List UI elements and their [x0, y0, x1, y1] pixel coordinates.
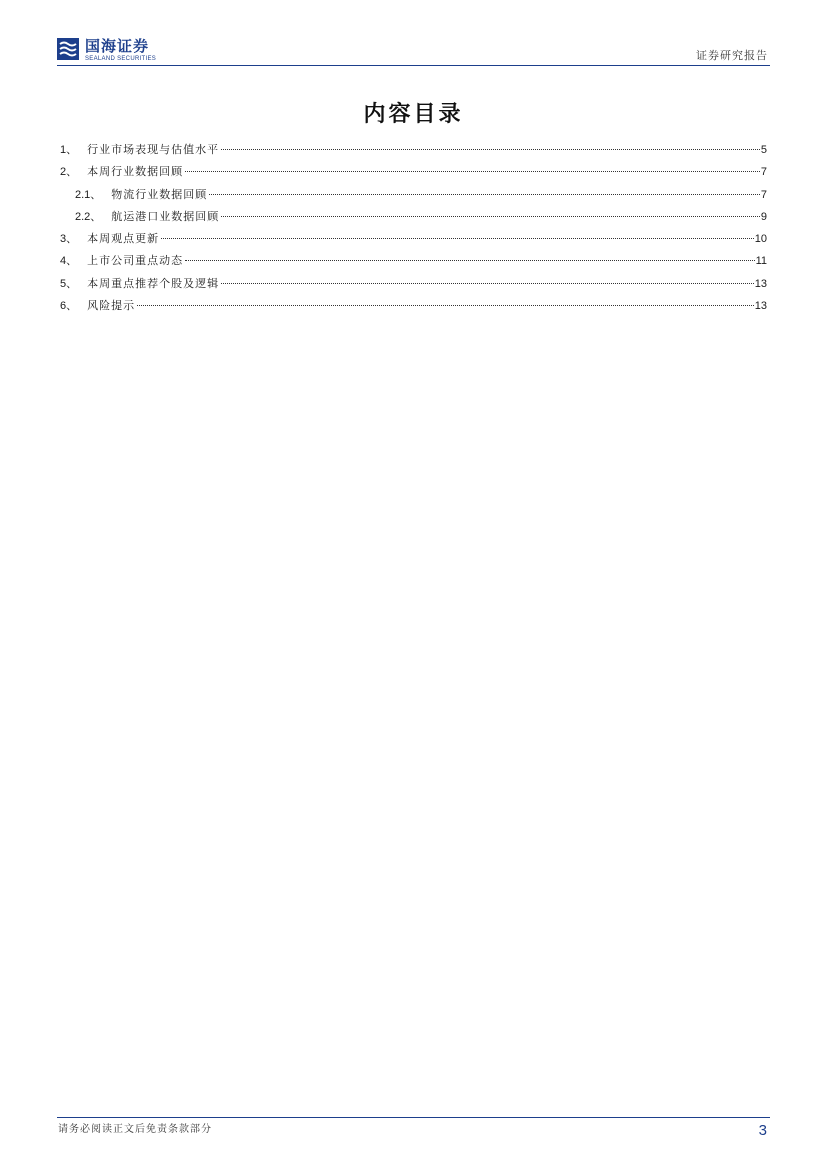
toc-dot-leader: [185, 260, 754, 261]
toc-entry-page: 13: [754, 277, 767, 290]
footer-divider: [57, 1117, 770, 1118]
logo-text: [85, 38, 156, 63]
table-of-contents: [60, 139, 767, 317]
toc-subentry[interactable]: [60, 184, 767, 206]
company-logo: [57, 38, 156, 63]
toc-entry-page: 7: [760, 166, 767, 179]
toc-dot-leader: [221, 216, 760, 217]
toc-dot-leader: [221, 149, 760, 150]
toc-entry[interactable]: [60, 161, 767, 183]
logo-chinese-name: 国海证券: [85, 37, 150, 55]
toc-dot-leader: [209, 194, 760, 195]
toc-entry-page: 10: [754, 233, 767, 246]
toc-entry-number: 4、: [60, 255, 78, 268]
toc-entry-number: 6、: [60, 300, 78, 313]
toc-entry-page: 5: [760, 144, 767, 156]
toc-dot-leader: [161, 238, 754, 239]
toc-entry[interactable]: [60, 295, 767, 317]
toc-entry-page: 7: [760, 188, 767, 201]
logo-english-name: SEALAND SECURITIES: [85, 56, 157, 62]
toc-entry-number: 2、: [60, 166, 78, 179]
footer-disclaimer: 请务必阅读正文后免责条款部分: [58, 1124, 212, 1135]
toc-entry-label: 物流行业数据回顾: [111, 187, 208, 201]
report-type-label: 证券研究报告: [696, 49, 768, 62]
toc-entry-label: 上市公司重点动态: [87, 254, 184, 268]
toc-entry-label: 本周重点推荐个股及逻辑: [87, 276, 220, 290]
toc-subentry[interactable]: [60, 206, 767, 228]
toc-entry[interactable]: [60, 228, 767, 250]
page-number: 3: [758, 1122, 767, 1139]
toc-entry-label: 航运港口业数据回顾: [111, 209, 220, 223]
toc-entry[interactable]: [60, 250, 767, 272]
sealand-logo-icon: [57, 38, 79, 60]
toc-title: 内容目录: [363, 102, 464, 127]
toc-entry-number: 5、: [60, 277, 78, 290]
toc-entry-number: 2.1、: [75, 188, 102, 201]
toc-entry[interactable]: [60, 139, 767, 161]
toc-entry[interactable]: [60, 273, 767, 295]
toc-entry-label: 行业市场表现与估值水平: [87, 143, 220, 156]
toc-entry-page: 9: [760, 210, 767, 223]
toc-entry-page: 13: [754, 300, 767, 313]
toc-dot-leader: [137, 305, 754, 306]
toc-entry-label: 本周观点更新: [87, 232, 160, 246]
toc-entry-number: 1、: [60, 144, 78, 156]
toc-entry-number: 3、: [60, 233, 78, 246]
toc-dot-leader: [221, 283, 754, 284]
toc-dot-leader: [185, 171, 760, 172]
page-header: [57, 34, 770, 66]
toc-entry-number: 2.2、: [75, 210, 102, 223]
toc-entry-page: 11: [755, 255, 767, 268]
toc-entry-label: 本周行业数据回顾: [87, 165, 184, 179]
header-divider: [57, 65, 770, 66]
toc-entry-label: 风险提示: [87, 299, 136, 313]
